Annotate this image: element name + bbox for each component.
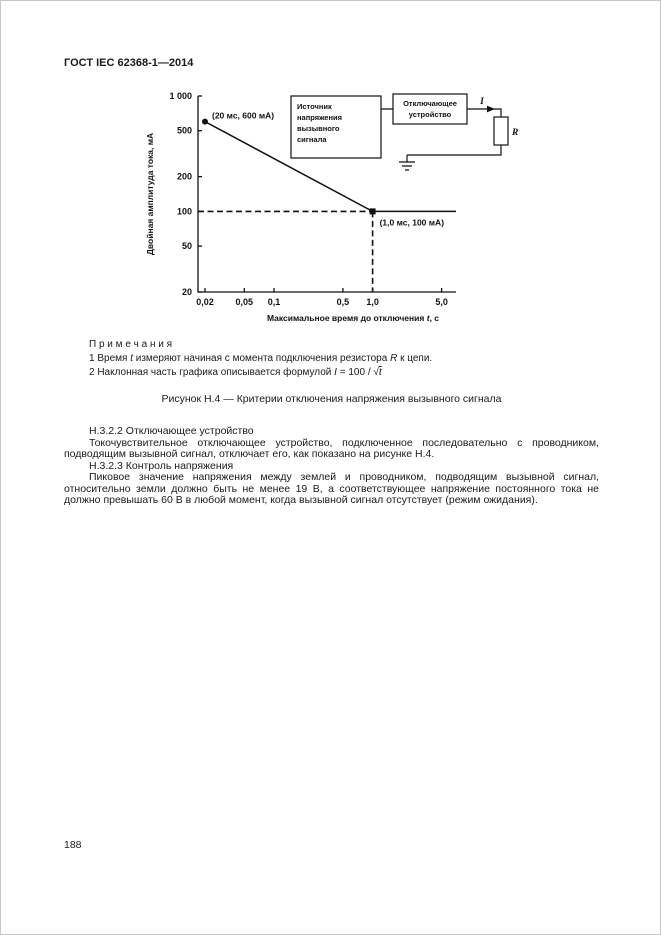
notes-block <box>64 339 599 381</box>
figure-caption: Рисунок Н.4 — Критерии отключения напряжения вызывного сигнала <box>161 393 502 405</box>
figure-h4-chart <box>141 87 611 339</box>
x-tick-label: 0,5 <box>336 297 350 307</box>
note-2 <box>64 367 599 379</box>
resistor-label: R <box>512 128 519 138</box>
note-2-text: 2 Наклонная часть графика описывается формулой <box>89 366 335 378</box>
section-body-h3-2-3: Пиковое значение напряжения между землей и проводником, подводящим вызывной сигнал, относительно земли должно быть не менее 19 В, а соответствующее напряжение постоянного тока не должно превышать 60 В в любой момент, когда вызывной сигнал отсутствует (режим ожидания). <box>64 471 599 506</box>
y-tick-label: 100 <box>176 206 192 217</box>
x-tick-label: 0,05 <box>235 297 254 307</box>
note-1-text: к цепи. <box>397 352 433 364</box>
y-tick-label: 500 <box>176 125 192 136</box>
x-axis-title <box>267 313 439 323</box>
data-point <box>202 119 208 125</box>
note-2-formula-i: I <box>334 366 337 378</box>
y-tick-label: 200 <box>176 171 192 182</box>
y-tick-label: 20 <box>181 287 192 297</box>
y-tick-label: 50 <box>181 241 192 252</box>
note-1 <box>64 353 599 365</box>
doc-header: ГОСТ IEC 62368-1—2014 <box>64 57 194 69</box>
x-tick-label: 5,0 <box>435 297 448 307</box>
device-box-label-line1: Отключающее <box>403 99 457 108</box>
circuit-diagram <box>291 94 518 170</box>
x-axis-title-part: Максимальное время до отключения <box>266 313 427 323</box>
current-arrow-icon <box>487 106 495 113</box>
source-box-label-line3: вызывного <box>297 124 340 133</box>
note-1-r-symbol: R <box>390 352 398 364</box>
note-1-text: измеряют начиная с момента подключения резистора <box>132 352 391 364</box>
note-2-formula-t: t <box>378 366 382 378</box>
x-tick-label: 0,02 <box>196 297 214 307</box>
x-tick-label: 1,0 <box>366 297 379 307</box>
y-axis-title: Двойная амплитуда тока, мА <box>145 132 155 256</box>
x-axis-title-t-symbol: t <box>426 313 430 323</box>
point-label: (20 мс, 600 мА) <box>212 110 275 121</box>
notes-heading: П р и м е ч а н и я <box>89 339 173 350</box>
current-label: I <box>480 97 484 107</box>
body-sections <box>64 426 599 507</box>
resistor <box>494 117 508 145</box>
note-2-formula-eq: = 100 / <box>336 366 374 378</box>
x-axis-title-part: , с <box>429 313 440 323</box>
point-label: (1,0 мс, 100 мА) <box>379 217 445 228</box>
source-box-label-line2: напряжения <box>297 113 342 122</box>
section-heading-h3-2-2: Н.3.2.2 Отключающее устройство <box>89 425 254 437</box>
y-tick-label: 1 000 <box>169 91 192 101</box>
note-1-t-symbol: t <box>130 352 133 364</box>
source-box-label-line4: сигнала <box>297 135 327 144</box>
note-1-text: 1 Время <box>89 352 131 364</box>
dashed-guides <box>198 211 373 292</box>
data-point <box>370 208 376 214</box>
sqrt-symbol: √ <box>373 366 379 378</box>
section-heading-h3-2-3: Н.3.2.3 Контроль напряжения <box>89 459 234 472</box>
x-tick-label: 0,1 <box>267 297 281 307</box>
page-number: 188 <box>64 839 82 851</box>
source-box-label-line1: Источник <box>297 102 332 111</box>
device-box-label-line2: устройство <box>408 110 452 119</box>
section-body-h3-2-2: Токочувствительное отключающее устройство, подключенное последовательно с проводником, подводящим вызывной сигнал, отключает его, как показано на рисунке Н.4. <box>64 436 599 460</box>
ground-icon <box>399 162 415 170</box>
